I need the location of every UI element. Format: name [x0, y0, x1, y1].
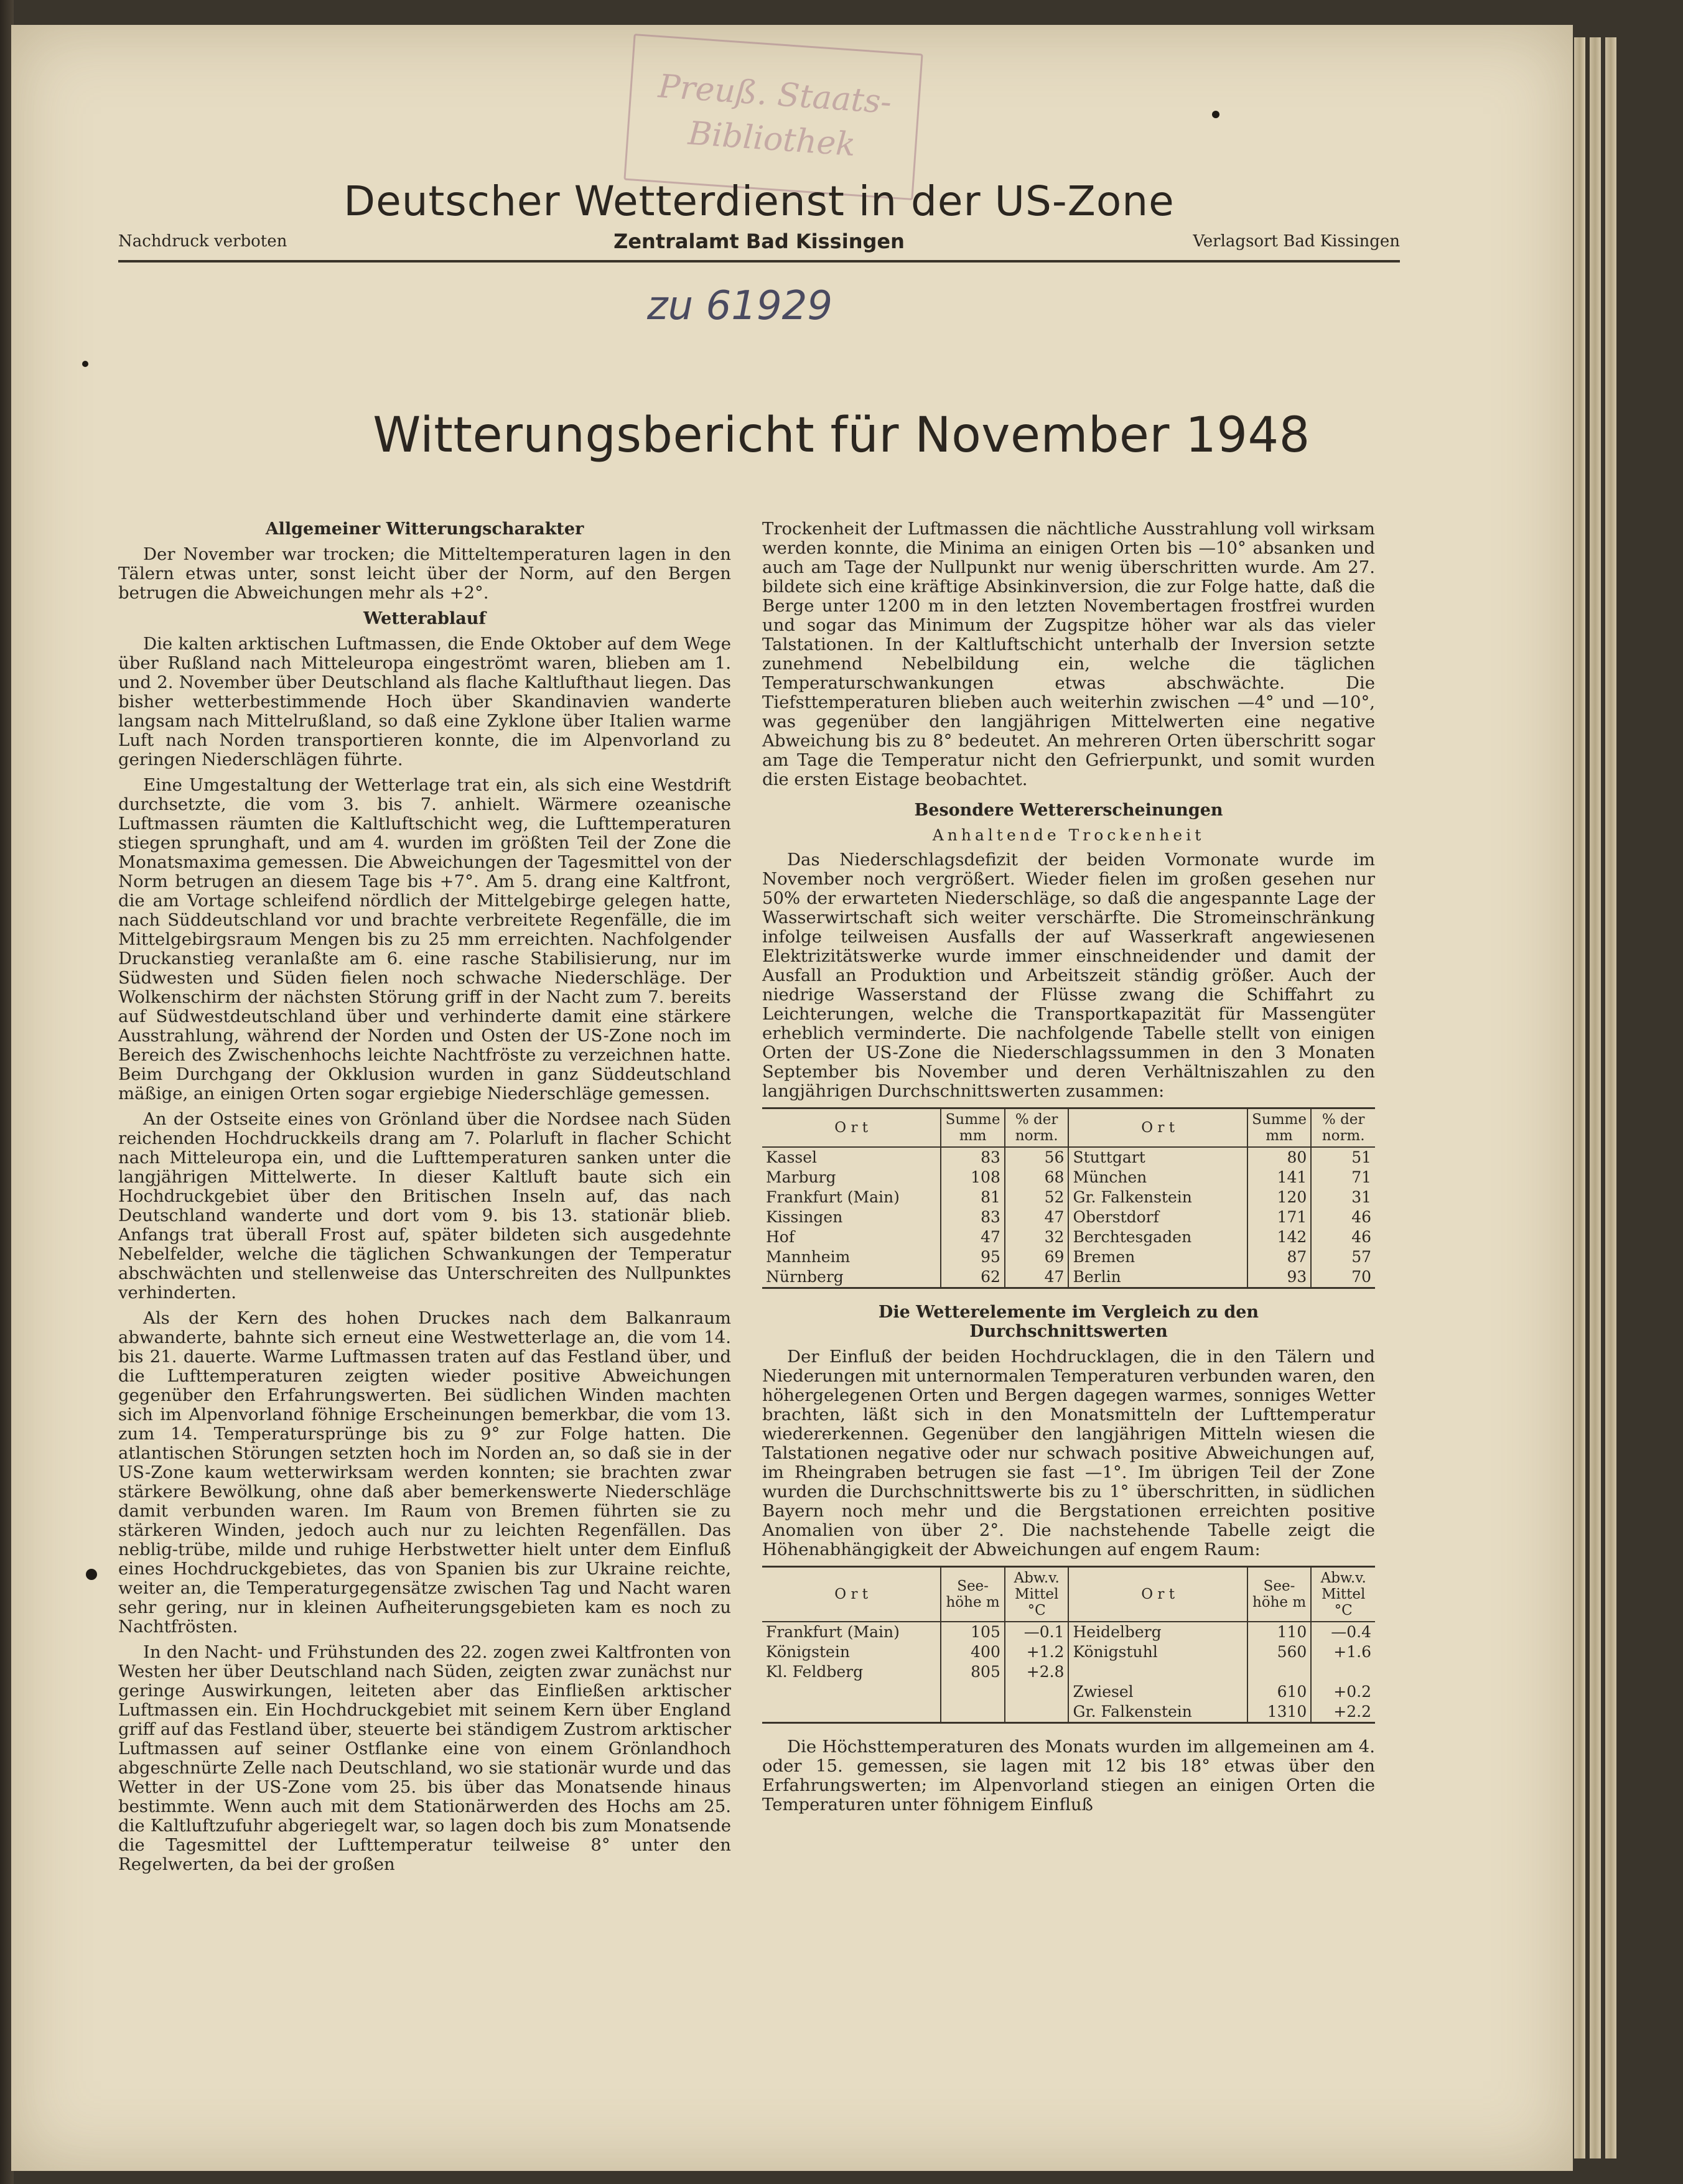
table-cell: 93 — [1247, 1267, 1312, 1288]
table-cell: 69 — [1005, 1247, 1069, 1267]
table-cell: 47 — [1005, 1267, 1069, 1288]
ink-spot — [86, 1569, 97, 1580]
paragraph: Als der Kern des hohen Druckes nach dem Balkanraum abwanderte, bahnte sich erneut eine Westwetterlage an, die vom 14. bis 21. dauerte. Warme Luftmassen traten auf das Festland über, und die Lufttemperaturen zeigten wieder positive Abweichungen gegenüber den Erfahrungswerten. Bei südlichen Winden machten sich im Alpenvorland föhnige Erscheinungen bemerkbar, die vom 13. zum 14. Temperatursprünge bis zu 9° zur Folge hatten. Die atlantischen Störungen setzten hoch im Norden an, so daß sie in der US-Zone kaum wetterwirksam werden konnten; sie brachten zwar stärkere Bewölkung, ohne daß aber bemerkenswerte Niederschläge damit verbunden waren. Im Raum von Bremen führten sie zu stärkeren Winden, jedoch auch nur zu leichten Regenfällen. Das neblig-trübe, milde und ruhige Herbstwetter hielt unter dem Einfluß eines Hochdruckgebietes, das von Spanien bis zur Ukraine reichte, weiter an, die Temperaturgegensätze zwischen Tag und Nacht waren sehr gering, nur in kleinen Aufheiterungsgebieten kam es noch zu Nachtfrösten. — [118, 1308, 731, 1637]
table-row — [762, 1207, 1375, 1227]
table-cell: 108 — [941, 1168, 1005, 1187]
table-cell: Gr. Falkenstein — [1068, 1187, 1247, 1207]
table-cell: +2.8 — [1005, 1662, 1069, 1682]
table-cell: 83 — [941, 1147, 1005, 1168]
table-cell: Königstein — [766, 1643, 850, 1661]
left-column — [118, 519, 731, 1880]
page-edge — [1605, 37, 1616, 2158]
table-row — [762, 1227, 1375, 1247]
table-cell: 80 — [1247, 1147, 1312, 1168]
table-cell — [1247, 1662, 1312, 1682]
table-cell: —0.1 — [1005, 1622, 1069, 1642]
header-rule — [118, 260, 1400, 263]
table-cell: 62 — [941, 1267, 1005, 1288]
table-cell: Frankfurt (Main) — [766, 1188, 900, 1206]
table-cell: 400 — [941, 1642, 1005, 1662]
col-header: O r t — [1068, 1567, 1247, 1622]
col-header: % der norm. — [1005, 1108, 1069, 1148]
col-header: O r t — [762, 1108, 941, 1148]
table-cell: Frankfurt (Main) — [766, 1623, 900, 1641]
table-row — [762, 1247, 1375, 1267]
table-cell: Mannheim — [766, 1248, 851, 1266]
table-cell: 51 — [1311, 1147, 1375, 1168]
table-cell: Oberstdorf — [1068, 1207, 1247, 1227]
table-row — [762, 1702, 1375, 1723]
subsection-heading: Anhaltende Trockenheit — [932, 826, 1205, 844]
table-cell: 141 — [1247, 1168, 1312, 1187]
table-cell: 46 — [1311, 1227, 1375, 1247]
table-cell: +0.2 — [1311, 1682, 1375, 1702]
table-cell: 95 — [941, 1247, 1005, 1267]
table-cell — [1068, 1662, 1247, 1682]
table-cell: 32 — [1005, 1227, 1069, 1247]
col-header: Summe mm — [941, 1108, 1005, 1148]
handwritten-note: zu 61929 — [647, 283, 833, 329]
table-cell: Bremen — [1068, 1247, 1247, 1267]
table-cell: Zwiesel — [1068, 1682, 1247, 1702]
masthead: Deutscher Wetterdienst in der US-Zone — [343, 177, 1175, 225]
table-cell: Königstuhl — [1068, 1642, 1247, 1662]
table-cell: 105 — [941, 1622, 1005, 1642]
publisher-place: Verlagsort Bad Kissingen — [1193, 232, 1400, 251]
col-header: O r t — [1068, 1108, 1247, 1148]
temperature-table — [762, 1566, 1375, 1724]
col-header: % der norm. — [1311, 1108, 1375, 1148]
table-row — [762, 1682, 1375, 1702]
table-row — [762, 1267, 1375, 1288]
table-cell: 68 — [1005, 1168, 1069, 1187]
paragraph: Die kalten arktischen Luftmassen, die Ende Oktober auf dem Wege über Rußland nach Mitteleuropa eingeströmt waren, blieben am 1. und 2. November über Deutschland als flache Kaltlufthaut liegen. Das bisher wetterbestimmende Hoch über Skandinavien wanderte langsam nach Mittelrußland, so daß eine Zyklone über Italien warme Luft nach Norden transportieren konnte, die im Alpenvorland zu geringen Niederschlägen führte. — [118, 634, 731, 769]
table-cell: Nürnberg — [762, 1267, 941, 1288]
table-cell: 46 — [1311, 1207, 1375, 1227]
table-cell: —0.4 — [1311, 1622, 1375, 1642]
table-cell — [762, 1682, 941, 1702]
ink-spot — [1212, 111, 1219, 118]
paragraph: Trockenheit der Luftmassen die nächtliche Ausstrahlung voll wirksam werden konnte, die Minima an einigen Orten bis —10° absanken und auch am Tage der Nullpunkt nur wenig überschritten wurde. Am 27. bildete sich eine kräftige Absinkinversion, die zur Folge hatte, daß die Berge unter 1200 m in den letzten Novembertagen frostfrei wurden und sogar das Minimum der Zugspitze höher war als das vieler Talstationen. In der Kaltluftschicht unterhalb der Inversion setzte zunehmend Nebelbildung ein, welche die täglichen Temperaturschwankungen etwas abschwächte. Die Tiefsttemperaturen blieben auch weiterhin zwischen —4° und —10°, was gegenüber den langjährigen Mittelwerten eine negative Abweichung bis zu 8° bedeutet. An mehreren Orten überschritt sogar am Tage die Temperatur nicht den Gefrierpunkt, und somit wurden die ersten Eistage beobachtet. — [762, 519, 1375, 789]
table-cell: Stuttgart — [1068, 1147, 1247, 1168]
table-cell: Berchtesgaden — [1068, 1227, 1247, 1247]
table-cell: 83 — [941, 1207, 1005, 1227]
table-cell — [1005, 1702, 1069, 1723]
table-cell: 142 — [1247, 1227, 1312, 1247]
table-cell: Marburg — [766, 1168, 836, 1186]
section-heading: Besondere Wettererscheinungen — [914, 801, 1223, 820]
reprint-notice: Nachdruck verboten — [118, 232, 287, 251]
right-column — [762, 519, 1375, 1821]
table-cell: Berlin — [1068, 1267, 1247, 1288]
table-cell — [1311, 1662, 1375, 1682]
table-cell: Kassel — [766, 1148, 818, 1166]
col-header: Abw.v. Mittel °C — [1311, 1567, 1375, 1622]
paragraph: Die Höchsttemperaturen des Monats wurden im allgemeinen am 4. oder 15. gemessen, sie lagen mit 12 bis 18° etwas über den Erfahrungswerten; im Alpenvorland stiegen an einigen Orten die Temperaturen unter föhnigem Einfluß — [762, 1737, 1375, 1815]
table-cell: 52 — [1005, 1187, 1069, 1207]
page-edge — [1590, 37, 1601, 2158]
table-cell: 805 — [941, 1662, 1005, 1682]
table-row — [762, 1147, 1375, 1168]
table-cell: 47 — [941, 1227, 1005, 1247]
paragraph: An der Ostseite eines von Grönland über die Nordsee nach Süden reichenden Hochdruckkeils drang am 7. Polarluft in flacher Schicht nach Mitteleuropa ein, und die Lufttemperaturen sanken unter die langjährigen Mittelwerte. In dieser Kaltluft baute sich ein Hochdruckgebiet über den Britischen Inseln auf, das nach Deutschland wanderte und dort vom 9. bis 13. stationär blieb. Anfangs trat überall Frost auf, später bildeten sich ausgedehnte Nebelfelder, welche die täglichen Schwankungen der Temperatur abschwächten und stellenweise das Unterschreiten des Nullpunktes verhinderten. — [118, 1109, 731, 1303]
table-cell: 1310 — [1247, 1702, 1312, 1723]
table-cell: 56 — [1005, 1147, 1069, 1168]
table-row — [762, 1168, 1375, 1187]
paragraph: Das Niederschlagsdefizit der beiden Vormonate wurde im November noch vergrößert. Wieder fielen im großen gesehen nur 50% der erwarteten Niederschläge, so daß die angespannte Lage der Wasserwirtschaft sich weiter verschärfte. Die Stromeinschränkung infolge teilweisen Ausfalls der auf Wasserkraft angewiesenen Elektrizitätswerke wurde immer einschneidender und damit der Ausfall an Produktion und Arbeitszeit ständig größer. Auch der niedrige Wasserstand der Flüsse zwang die Schiffahrt zu Leichterungen, welche die Transportkapazität für Massengüter erheblich verminderte. Die nachfolgende Tabelle stellt von einigen Orten der US-Zone die Niederschlagssummen in den 3 Monaten September bis November und deren Verhältniszahlen zu den langjährigen Durchschnittswerten zusammen: — [762, 850, 1375, 1101]
page-title: Witterungsbericht für November 1948 — [373, 407, 1310, 463]
table-cell — [941, 1702, 1005, 1723]
table-cell: Heidelberg — [1068, 1622, 1247, 1642]
table-cell: Hof — [766, 1228, 795, 1246]
table-cell: +1.2 — [1005, 1642, 1069, 1662]
table-cell: +1.6 — [1311, 1642, 1375, 1662]
paragraph: Der November war trocken; die Mitteltemperaturen lagen in den Tälern etwas unter, sonst leicht über der Norm, auf den Bergen betrugen die Abweichungen mehr als +2°. — [118, 544, 731, 603]
paragraph: Eine Umgestaltung der Wetterlage trat ein, als sich eine Westdrift durchsetzte, die vom 3. bis 7. anhielt. Wärmere ozeanische Luftmassen räumten die Kaltluftschicht weg, die Lufttemperaturen stiegen sprunghaft, und am 4. wurden im größten Teil der Zone die Monatsmaxima gemessen. Die Abweichungen der Tagesmittel von der Norm betrugen an diesem Tage bis +7°. Am 5. drang eine Kaltfront, die am Vortage schleifend nördlich der Mittelgebirge gelegen hatte, nach Süddeutschland vor und brachte verbreitete Regenfälle, die im Mittelgebirgsraum Mengen bis zu 25 mm erreichten. Nachfolgender Druckanstieg veranlaßte am 6. eine rasche Stabilisierung, nur im Südwesten und Süden fielen noch schwache Niederschläge. Der Wolkenschirm der nächsten Störung griff in der Nacht zum 7. bereits auf Südwestdeutschland über und verhinderte damit eine stärkere Ausstrahlung, während der Norden und Osten der US-Zone noch im Bereich des Zwischenhochs leichte Nachtfröste zu verzeichnen hatte. Beim Durchgang der Okklusion wurden in ganz Süddeutschland mäßige, an einigen Orten sogar ergiebige Niederschläge gemessen. — [118, 775, 731, 1104]
table-row — [762, 1622, 1375, 1642]
table-cell: München — [1068, 1168, 1247, 1187]
table-cell: Gr. Falkenstein — [1068, 1702, 1247, 1723]
table-cell: 610 — [1247, 1682, 1312, 1702]
table-cell: 57 — [1311, 1247, 1375, 1267]
library-stamp — [623, 34, 923, 200]
section-heading: Wetterablauf — [363, 609, 486, 628]
table-row — [762, 1187, 1375, 1207]
table-cell — [941, 1682, 1005, 1702]
page-edge — [1574, 37, 1585, 2158]
precipitation-table — [762, 1107, 1375, 1289]
table-row — [762, 1662, 1375, 1682]
table-cell: 47 — [1005, 1207, 1069, 1227]
table-cell: 31 — [1311, 1187, 1375, 1207]
section-heading: Allgemeiner Witterungscharakter — [265, 519, 584, 539]
paragraph: Der Einfluß der beiden Hochdrucklagen, die in den Tälern und Niederungen mit unternormalen Temperaturen verbunden waren, den höhergelegenen Orten und Bergen dagegen warmes, sonniges Wetter brachten, läßt sich in den Monatsmitteln der Lufttemperatur wiedererkennen. Gegenüber den langjährigen Mitteln wiesen die Talstationen negative oder nur schwach positive Abweichungen auf, im Rheingraben betrugen sie fast —1°. Im übrigen Teil der Zone wurden die Durchschnittswerte bis zu 1° überschritten, in südlichen Bayern noch mehr und die Bergstationen erreichten positive Anomalien von über 2°. Die nachstehende Tabelle zeigt die Höhenabhängigkeit der Abweichungen auf engem Raum: — [762, 1347, 1375, 1559]
table-cell: 110 — [1247, 1622, 1312, 1642]
ink-spot — [82, 361, 88, 367]
col-header: See-höhe m — [1247, 1567, 1312, 1622]
col-header: Summe mm — [1247, 1108, 1312, 1148]
section-heading: Die Wetterelemente im Vergleich zu den Durchschnittswerten — [878, 1303, 1259, 1341]
table-cell: Kl. Feldberg — [766, 1663, 864, 1681]
stamp-line: Preuß. Staats- — [657, 68, 893, 122]
table-cell: 81 — [941, 1187, 1005, 1207]
table-cell: 71 — [1311, 1168, 1375, 1187]
table-cell: 87 — [1247, 1247, 1312, 1267]
table-cell: 560 — [1247, 1642, 1312, 1662]
paragraph: In den Nacht- und Frühstunden des 22. zogen zwei Kaltfronten von Westen her über Deutschland nach Süden, zeigten zwar zunächst nur geringe Auswirkungen, leiteten aber das Einfließen arktischer Luftmassen ein. Ein Hochdruckgebiet mit seinem Kern über England griff auf das Festland über, steuerte bei ständigem Zustrom arktischer Luftmassen auf seiner Ostflanke eine von einem Grönlandhoch abgeschnürte Zelle nach Deutschland, wo sie stationär wurde und das Wetter in der US-Zone vom 25. bis über das Monatsende hinaus bestimmte. Wenn auch mit dem Stationärwerden des Hochs am 25. die Kaltluftzufuhr abgeriegelt war, so lagen doch bis zum Monatsende die Tagesmittel der Lufttemperatur teilweise 8° unter den Regelwerten, da bei der großen — [118, 1642, 731, 1874]
table-cell: Kissingen — [766, 1208, 843, 1226]
col-header: Abw.v. Mittel °C — [1005, 1567, 1069, 1622]
masthead-row — [118, 177, 1400, 258]
office-name: Zentralamt Bad Kissingen — [613, 230, 905, 253]
table-row — [762, 1642, 1375, 1662]
stamp-line: Bibliothek — [687, 114, 857, 164]
col-header: O r t — [762, 1567, 941, 1622]
table-cell — [1005, 1682, 1069, 1702]
table-cell: 120 — [1247, 1187, 1312, 1207]
table-cell: 171 — [1247, 1207, 1312, 1227]
table-cell: +2.2 — [1311, 1702, 1375, 1723]
table-cell — [762, 1702, 941, 1723]
table-cell: 70 — [1311, 1267, 1375, 1288]
col-header: See-höhe m — [941, 1567, 1005, 1622]
